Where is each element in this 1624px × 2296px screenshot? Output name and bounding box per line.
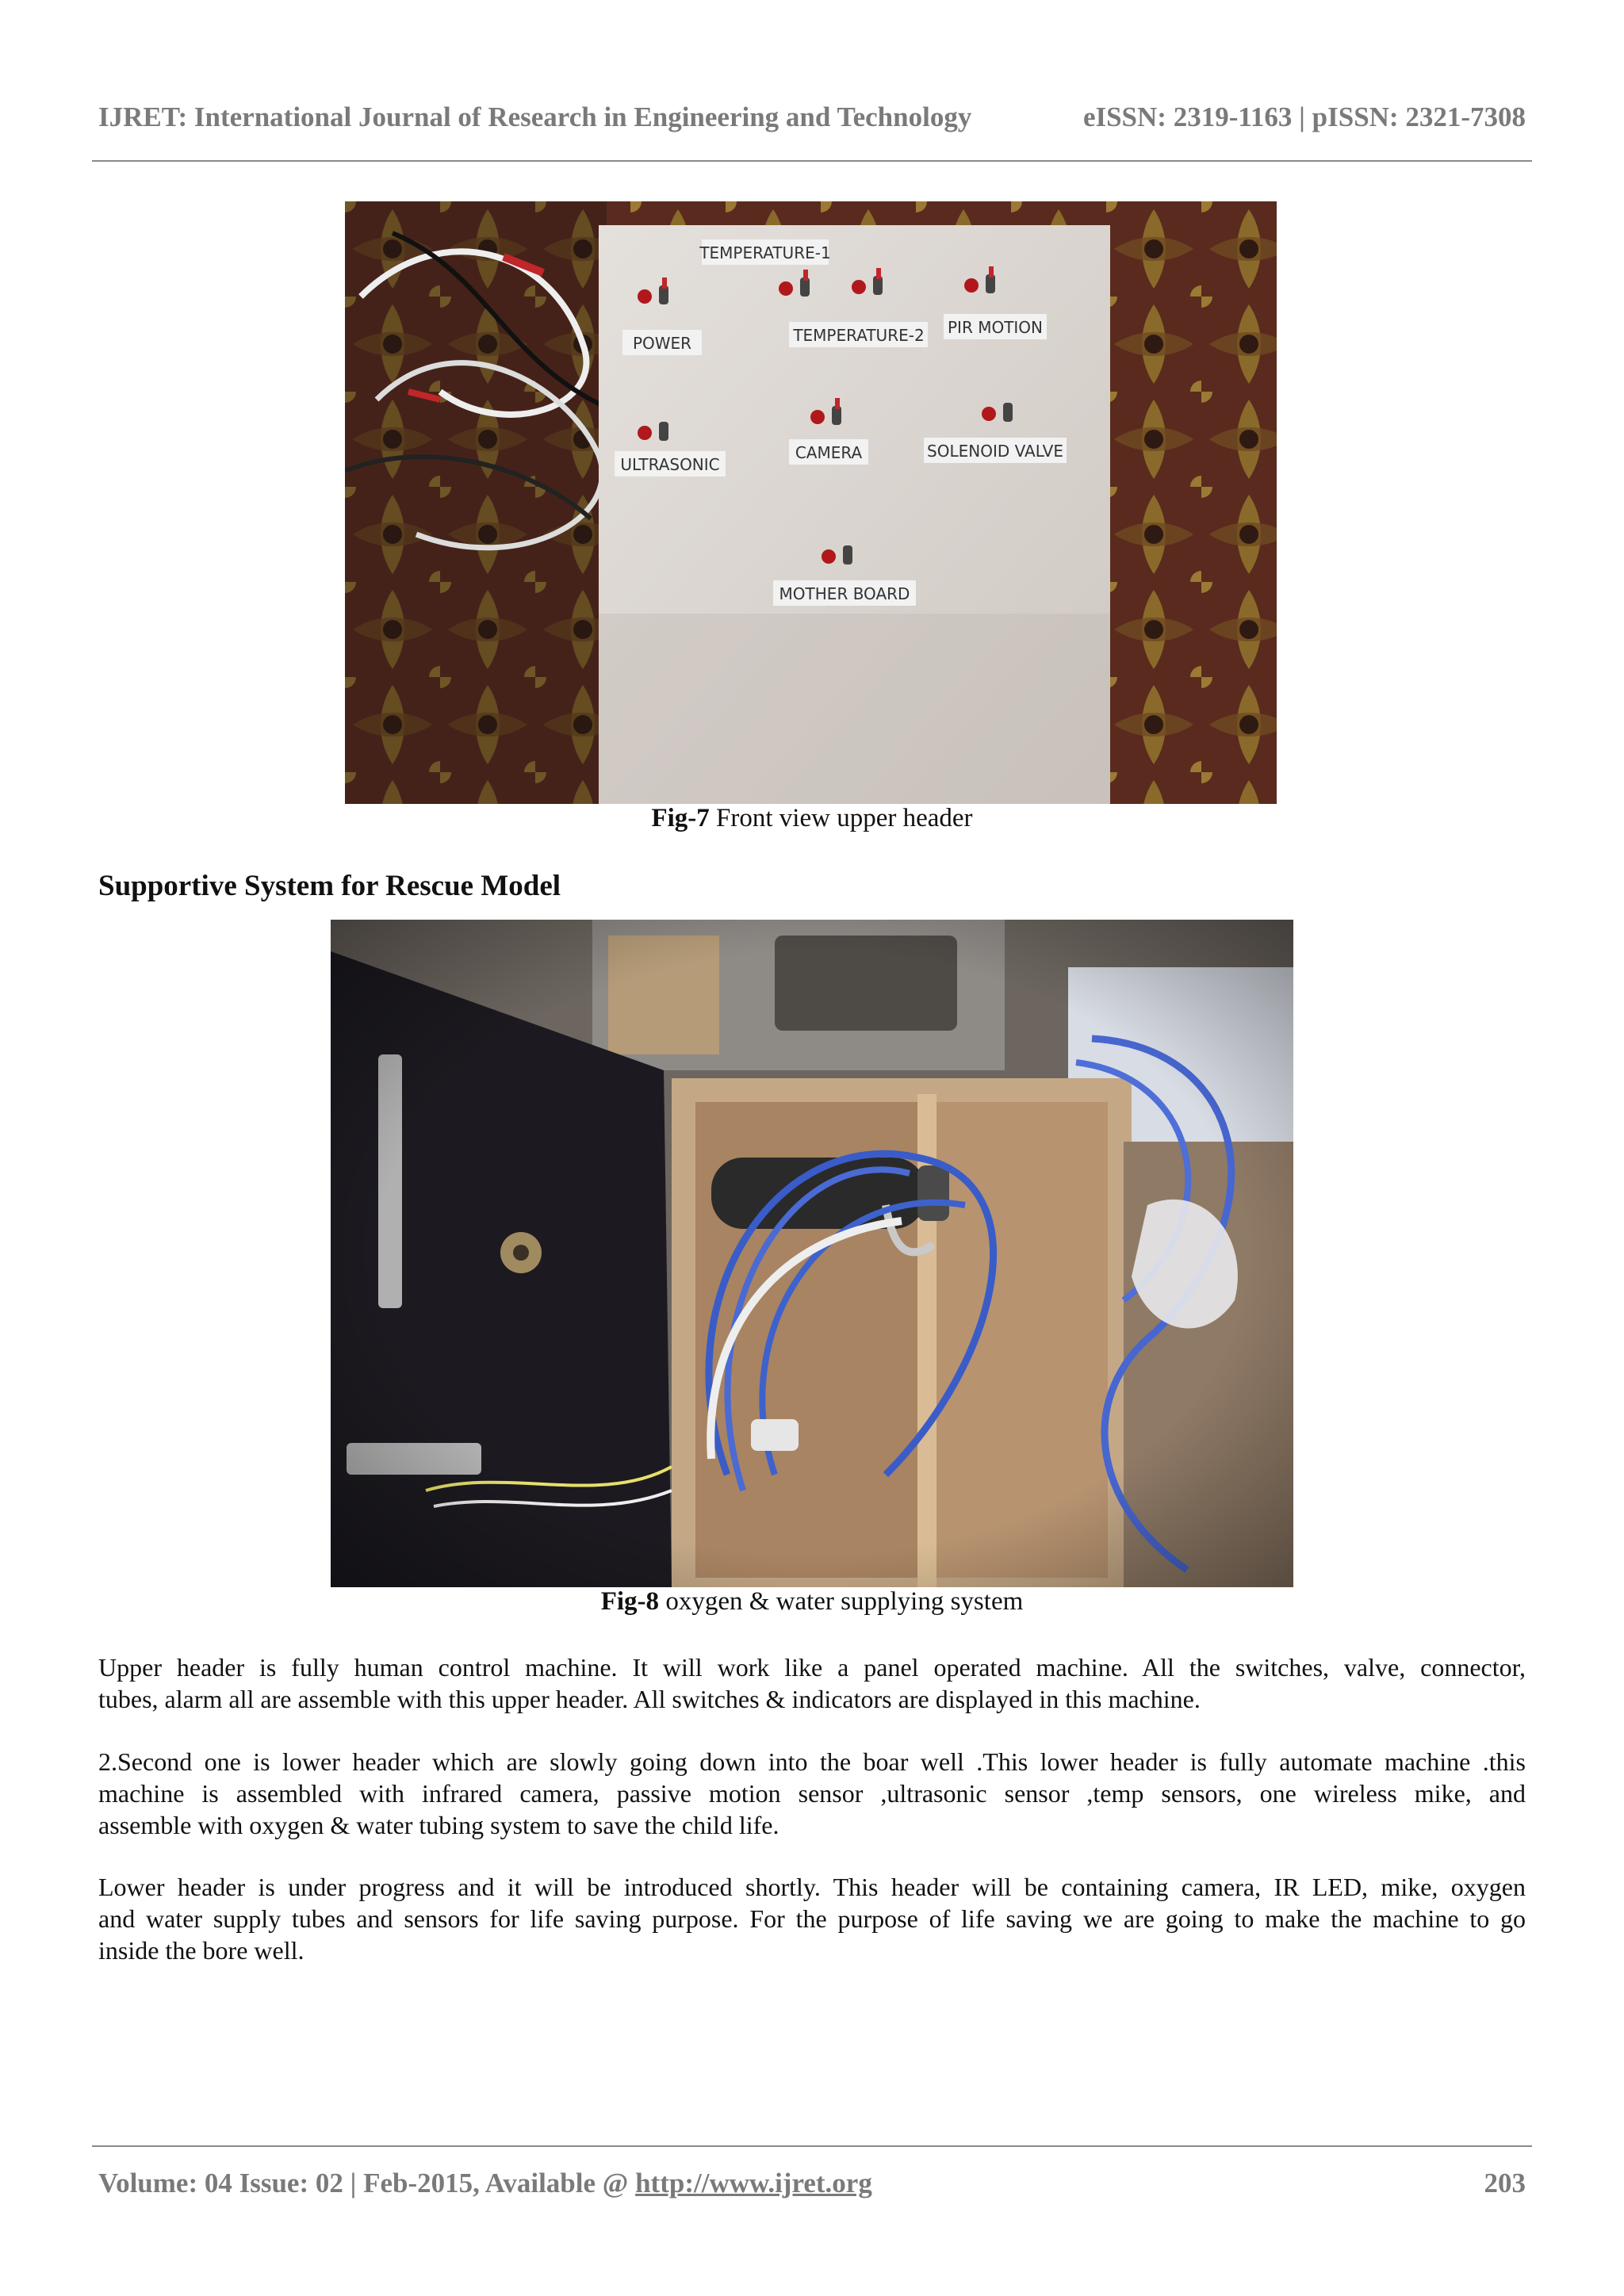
control-panel-illustration bbox=[345, 201, 1277, 804]
label-pir-motion: PIR MOTION bbox=[947, 318, 1044, 337]
label-temperature-1: TEMPERATURE-1 bbox=[699, 243, 831, 262]
figure-8-photo bbox=[331, 920, 1293, 1587]
paragraph-line: tubes, alarm all are assemble with this upper header. All switches & indicators are displayed in this machine. bbox=[98, 1685, 1201, 1713]
paragraph-line: machine is assembled with infrared camera, passive motion sensor ,ultrasonic sensor ,temp sensors, one wireless mike, and bbox=[98, 1779, 1526, 1808]
paragraph-upper-header bbox=[98, 1651, 1526, 1715]
header-rule bbox=[92, 160, 1532, 162]
label-ultrasonic: ULTRASONIC bbox=[620, 455, 720, 474]
label-solenoid-valve: SOLENOID VALVE bbox=[927, 442, 1063, 461]
footer-rule bbox=[92, 2145, 1532, 2147]
running-header bbox=[98, 98, 1526, 136]
figure-7-photo bbox=[345, 201, 1277, 804]
label-camera: CAMERA bbox=[795, 443, 863, 462]
paragraph-progress bbox=[98, 1871, 1526, 1966]
paragraph-line: Upper header is fully human control machine. It will work like a panel operated machine. All the switches, valve, connector, bbox=[98, 1653, 1526, 1682]
figure-7-caption-text: Front view upper header bbox=[709, 804, 973, 832]
figure-8-caption-text: oxygen & water supplying system bbox=[659, 1587, 1024, 1616]
paragraph-line: and water supply tubes and sensors for life saving purpose. For the purpose of life saving we are going to make the machine to go bbox=[98, 1904, 1526, 1933]
paragraph-line: assemble with oxygen & water tubing system to save the child life. bbox=[98, 1811, 779, 1839]
figure-8-caption bbox=[0, 1587, 1624, 1617]
figure-7-caption bbox=[0, 804, 1624, 833]
page-number: 203 bbox=[1484, 2168, 1526, 2198]
label-mother-board: MOTHER BOARD bbox=[779, 584, 910, 603]
paragraph-line: 2.Second one is lower header which are slowly going down into the boar well .This lower header is fully automate machine .this bbox=[98, 1747, 1526, 1776]
journal-link[interactable]: http://www.ijret.org bbox=[635, 2168, 872, 2198]
paragraph-line: inside the bore well. bbox=[98, 1936, 304, 1965]
label-power: POWER bbox=[632, 334, 692, 353]
issn-text: eISSN: 2319-1163 | pISSN: 2321-7308 bbox=[1082, 101, 1526, 132]
figure-8-label: Fig-8 bbox=[600, 1587, 660, 1616]
label-temperature-2: TEMPERATURE-2 bbox=[793, 326, 925, 345]
section-title: Supportive System for Rescue Model bbox=[98, 870, 561, 902]
journal-title: IJRET: International Journal of Research in Engineering and Technology bbox=[98, 101, 972, 132]
figure-7-label: Fig-7 bbox=[651, 804, 710, 832]
footer-volume bbox=[98, 2168, 872, 2199]
paragraph-lower-header bbox=[98, 1746, 1526, 1841]
footer-volume-text: Volume: 04 Issue: 02 | Feb-2015, Available @ bbox=[98, 2168, 636, 2198]
supply-system-illustration bbox=[331, 920, 1293, 1587]
running-footer bbox=[98, 2164, 1526, 2202]
paragraph-line: Lower header is under progress and it will be introduced shortly. This header will be containing camera, IR LED, mike, oxygen bbox=[98, 1873, 1526, 1901]
